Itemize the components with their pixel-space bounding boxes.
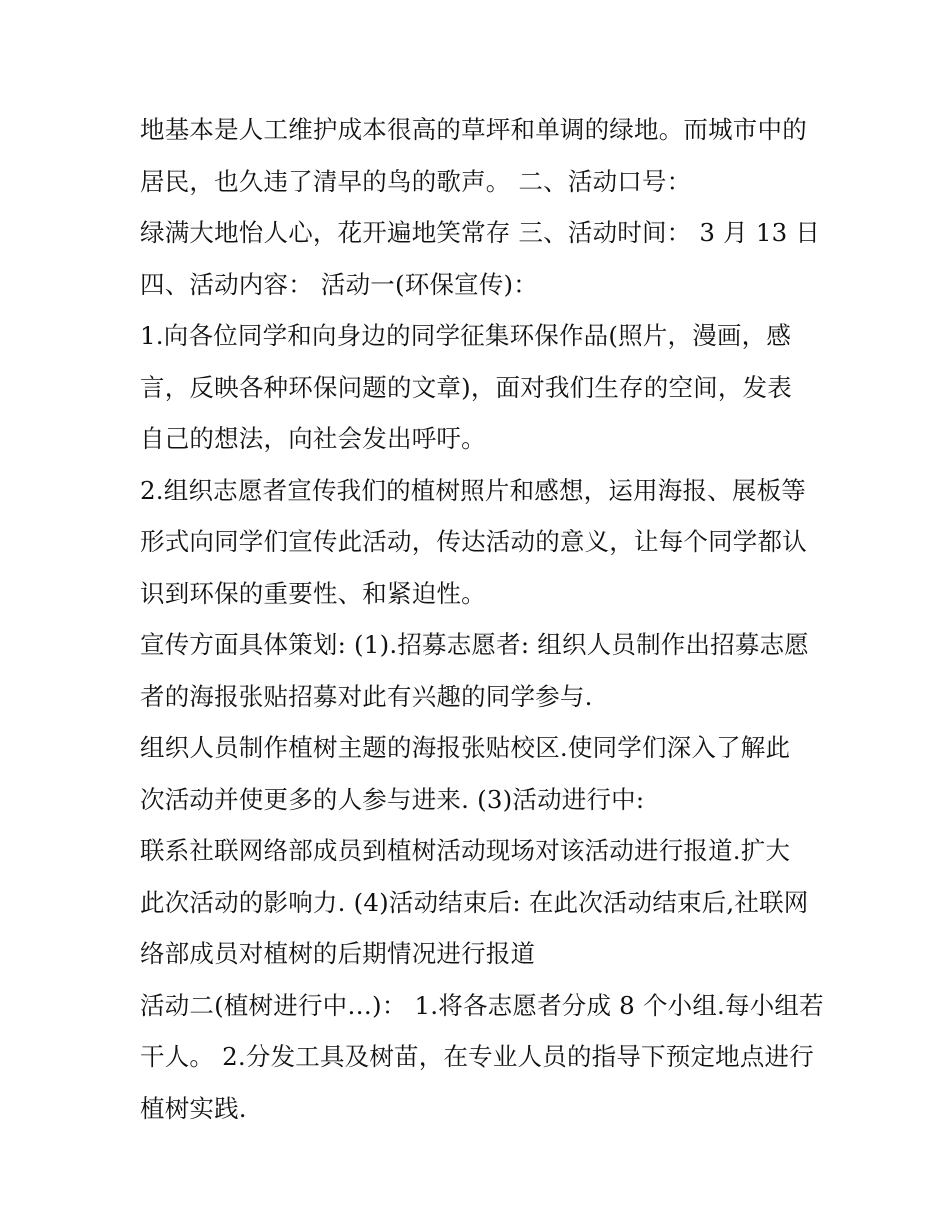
text-line: 地基本是人工维护成本很高的草坪和单调的绿地。而城市中的 <box>140 115 807 144</box>
text-line: 自己的想法，向社会发出呼吁。 <box>140 424 486 453</box>
text-line: 言，反映各种环保问题的文章)，面对我们生存的空间，发表 <box>140 372 792 402</box>
text-line: 宣传方面具体策划: (1).招募志愿者: 组织人员制作出招募志愿 <box>140 630 809 659</box>
text-line: 植树实践. <box>140 1093 247 1123</box>
text-line: 居民，也久违了清早的鸟的歌声。 二、活动口号： <box>140 166 692 196</box>
text-line: 干人。 2.分发工具及树苗，在专业人员的指导下预定地点进行 <box>140 1042 814 1071</box>
text-line: 形式向同学们宣传此活动，传达活动的意义，让每个同学都认 <box>140 527 807 556</box>
text-line: 四、活动内容： 活动一(环保宣传)： <box>140 269 539 299</box>
text-line: 次活动并使更多的人参与进来. (3)活动进行中: <box>140 784 645 814</box>
text-line: 活动二(植树进行中…)： 1.将各志愿者分成 8 个小组.每小组若 <box>140 990 824 1020</box>
text-line: 联系社联网络部成员到植树活动现场对该活动进行报道.扩大 <box>140 836 791 865</box>
text-line: 2.组织志愿者宣传我们的植树照片和感想，运用海报、展板等 <box>140 475 806 505</box>
text-line: 1.向各位同学和向身边的同学征集环保作品(照片，漫画，感 <box>140 321 792 350</box>
text-line: 者的海报张贴招募对此有兴趣的同学参与. <box>140 681 593 711</box>
text-line: 绿满大地怡人心，花开遍地笑常存 三、活动时间： 3 月 13 日 <box>140 218 821 247</box>
text-line: 此次活动的影响力. (4)活动结束后: 在此次活动结束后,社联网 <box>140 887 809 917</box>
body-text <box>140 104 830 1134</box>
text-line: 组织人员制作植树主题的海报张贴校区.使同学们深入了解此 <box>140 733 791 762</box>
text-line: 络部成员对植树的后期情况进行报道 <box>140 939 536 968</box>
text-line: 识到环保的重要性、和紧迫性。 <box>140 578 486 608</box>
